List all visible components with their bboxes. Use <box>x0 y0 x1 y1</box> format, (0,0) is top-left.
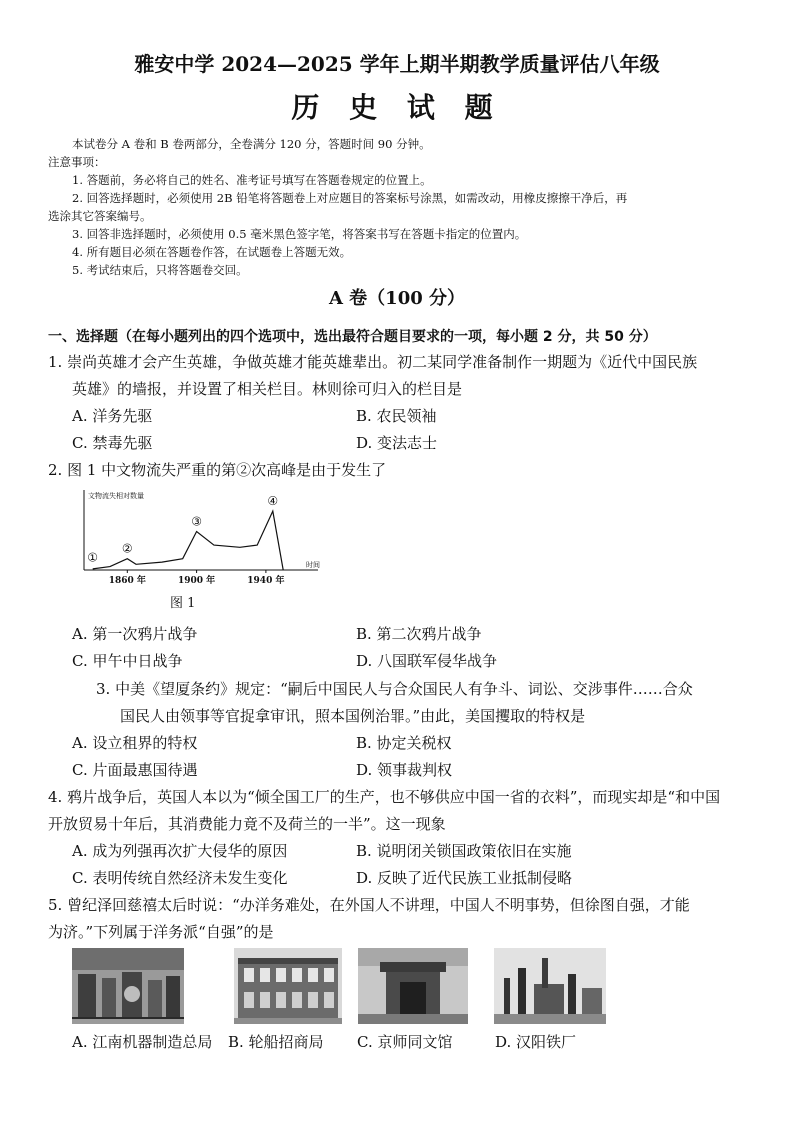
instruction-item: 5. 考试结束后，只将答题卷交回。 <box>72 263 248 277</box>
chart-series-line <box>93 511 284 570</box>
question-3-option-c: C. 片面最惠国待遇 <box>72 761 198 779</box>
chart-peak-marker: ③ <box>191 514 202 529</box>
question-5-option-b: B. 轮船招商局 <box>228 1033 324 1051</box>
part-heading: 一、选择题（在每小题列出的四个选项中，选出最符合题目要求的一项，每小题 2 分，共 50 分） <box>48 329 657 345</box>
school-gate-photo <box>358 948 468 1024</box>
question-2-option-b: B. 第二次鸦片战争 <box>356 625 482 643</box>
instruction-item: 选涂其它答案编号。 <box>48 209 152 223</box>
question-4-option-d: D. 反映了近代民族工业抵制侵略 <box>356 869 573 887</box>
instructions-label: 注意事项： <box>48 155 106 169</box>
question-1-stem: 1. 崇尚英雄才会产生英雄，争做英雄才能英雄辈出。初二某同学准备制作一期题为《近代中国民族 <box>48 353 698 371</box>
factory-machinery-photo <box>72 948 184 1024</box>
question-4-stem: 开放贸易十年后，其消费能力竟不及荷兰的一半”。这一现象 <box>48 815 446 833</box>
question-3-option-b: B. 协定关税权 <box>356 734 452 752</box>
instructions-intro: 本试卷分 A 卷和 B 卷两部分，全卷满分 120 分，答题时间 90 分钟。 <box>72 137 431 151</box>
question-1-stem: 英雄》的墙报，并设置了相关栏目。林则徐可归入的栏目是 <box>72 380 463 398</box>
merchant-building-photo <box>234 948 342 1024</box>
question-4-option-a: A. 成为列强再次扩大侵华的原因 <box>72 842 288 860</box>
question-4-option-c: C. 表明传统自然经济未发生变化 <box>72 869 288 887</box>
question-1-option-d: D. 变法志士 <box>356 434 438 452</box>
instruction-item: 4. 所有题目必须在答题卷作答，在试题卷上答题无效。 <box>72 245 352 259</box>
question-4-stem: 4. 鸦片战争后，英国人本以为“倾全国工厂的生产，也不够供应中国一省的衣料”，而现实却是“和中国 <box>48 788 721 806</box>
question-5-option-c: C. 京师同文馆 <box>357 1033 453 1051</box>
question-5-option-d: D. 汉阳铁厂 <box>495 1033 577 1051</box>
chart-x-label: 时间 <box>306 561 320 569</box>
chart-x-tick-label: 1900 年 <box>178 576 216 586</box>
question-3-stem: 3. 中美《望厦条约》规定：“嗣后中国民人与合众国民人有争斗、词讼、交涉事件……合众 <box>96 680 693 698</box>
exam-subject: 历 史 试 题 <box>291 91 503 124</box>
question-3-stem: 国民人由领事等官捉拿审讯，照本国例治罪。”由此，美国攫取的特权是 <box>120 707 586 725</box>
question-2-option-d: D. 八国联军侵华战争 <box>356 652 498 670</box>
instruction-item: 2. 回答选择题时，必须使用 2B 铅笔将答题卷上对应题目的答案标号涂黑，如需改动，用橡皮擦擦干净后，再 <box>72 191 628 205</box>
question-5-option-a: A. 江南机器制造总局 <box>72 1033 213 1051</box>
question-1-option-c: C. 禁毒先驱 <box>72 434 153 452</box>
chart-x-tick-label: 1940 年 <box>247 576 285 586</box>
chart-peak-marker: ① <box>87 550 99 565</box>
question-3-option-d: D. 领事裁判权 <box>356 761 453 779</box>
chart-peak-marker: ④ <box>267 494 279 509</box>
section-title: A 卷（100 分） <box>328 288 466 309</box>
instruction-item: 1. 答题前，务必将自己的姓名、准考证号填写在答题卷规定的位置上。 <box>72 173 432 187</box>
exam-title: 雅安中学 2024—2025 学年上期半期教学质量评估八年级 <box>134 52 660 76</box>
question-1-option-a: A. 洋务先驱 <box>72 407 153 425</box>
question-5-stem: 5. 曾纪泽回慈禧太后时说：“办洋务难处，在外国人不讲理，中国人不明事势，但徐图自强，才能 <box>48 896 690 914</box>
relic-loss-chart <box>72 488 332 588</box>
question-4-option-b: B. 说明闭关锁国政策依旧在实施 <box>356 842 572 860</box>
question-2-option-a: A. 第一次鸦片战争 <box>72 625 198 643</box>
chart-x-tick-label: 1860 年 <box>108 576 146 586</box>
ironworks-photo <box>494 948 606 1024</box>
question-2-stem: 2. 图 1 中文物流失严重的第②次高峰是由于发生了 <box>48 461 387 479</box>
instruction-item: 3. 回答非选择题时，必须使用 0.5 毫米黑色签字笔，将答案书写在答题卡指定的位置内。 <box>72 227 527 241</box>
question-2-option-c: C. 甲午中日战争 <box>72 652 183 670</box>
question-1-option-b: B. 农民领袖 <box>356 407 437 425</box>
question-5-stem: 为济。”下列属于洋务派“自强”的是 <box>48 923 274 941</box>
chart-peak-marker: ② <box>121 541 133 556</box>
question-3-option-a: A. 设立租界的特权 <box>72 734 198 752</box>
chart-title: 文物流失相对数量 <box>88 492 144 500</box>
figure-caption: 图 1 <box>170 596 196 611</box>
